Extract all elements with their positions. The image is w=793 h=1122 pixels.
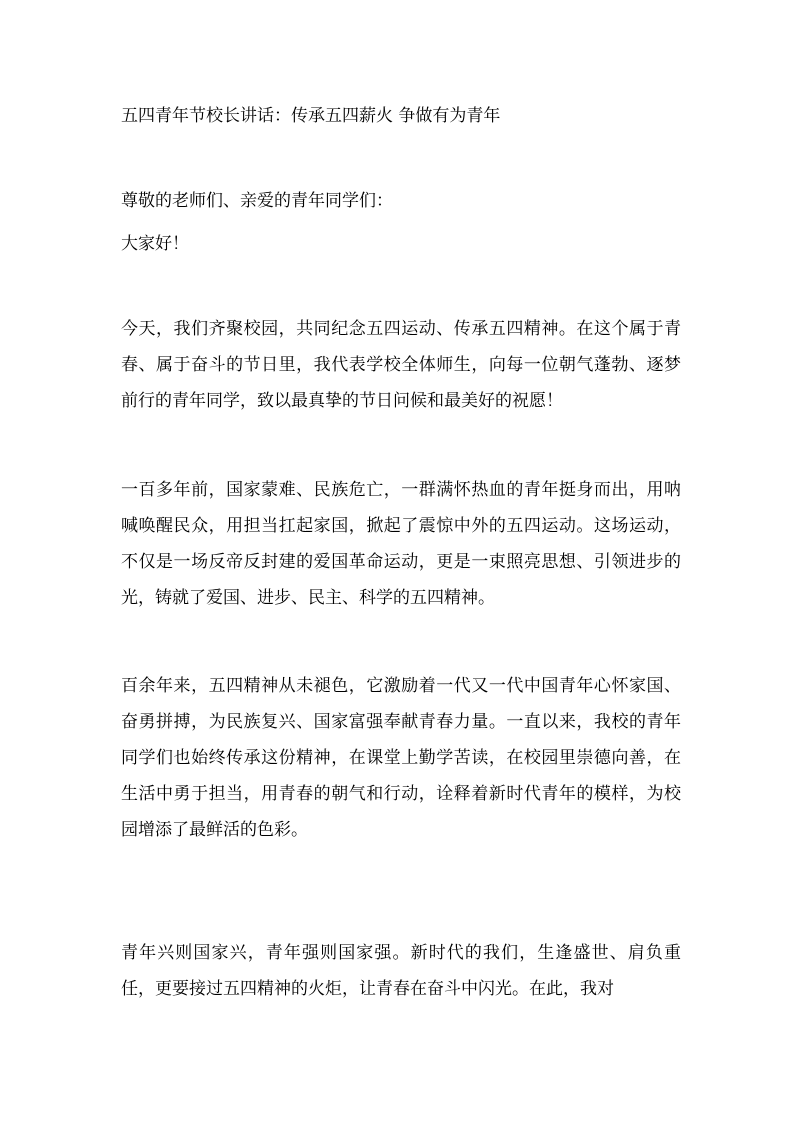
document-title: 五四青年节校长讲话：传承五四薪火 争做有为青年 (121, 106, 501, 126)
paragraph: 青年兴则国家兴，青年强则国家强。新时代的我们，生逢盛世、肩负重任，更要接过五四精神的火炬，让青春在奋斗中闪光。在此，我对 (121, 943, 681, 999)
paragraph: 百余年来，五四精神从未褪色，它激励着一代又一代中国青年心怀家国、奋勇拼搏，为民族复兴、国家富强奉献青春力量。一直以来，我校的青年同学们也始终传承这份精神，在课堂上勤学苦读，在校园里崇德向善，在生活中勇于担当，用青春的朝气和行动，诠释着新时代青年的模样，为校园增添了最鲜活的色彩。 (121, 676, 681, 840)
greeting: 大家好！ (121, 234, 189, 254)
paragraph: 今天，我们齐聚校园，共同纪念五四运动、传承五四精神。在这个属于青春、属于奋斗的节日里，我代表学校全体师生，向每一位朝气蓬勃、逐梦前行的青年同学，致以最真挚的节日问候和最美好的祝愿！ (121, 319, 681, 411)
document-page (121, 0, 681, 1122)
paragraph: 一百多年前，国家蒙难、民族危亡，一群满怀热血的青年挺身而出，用呐喊唤醒民众，用担当扛起家国，掀起了震惊中外的五四运动。这场运动，不仅是一场反帝反封建的爱国革命运动，更是一束照亮思想、引领进步的光，铸就了爱国、进步、民主、科学的五四精神。 (121, 480, 681, 608)
salutation: 尊敬的老师们、亲爱的青年同学们： (121, 191, 393, 211)
